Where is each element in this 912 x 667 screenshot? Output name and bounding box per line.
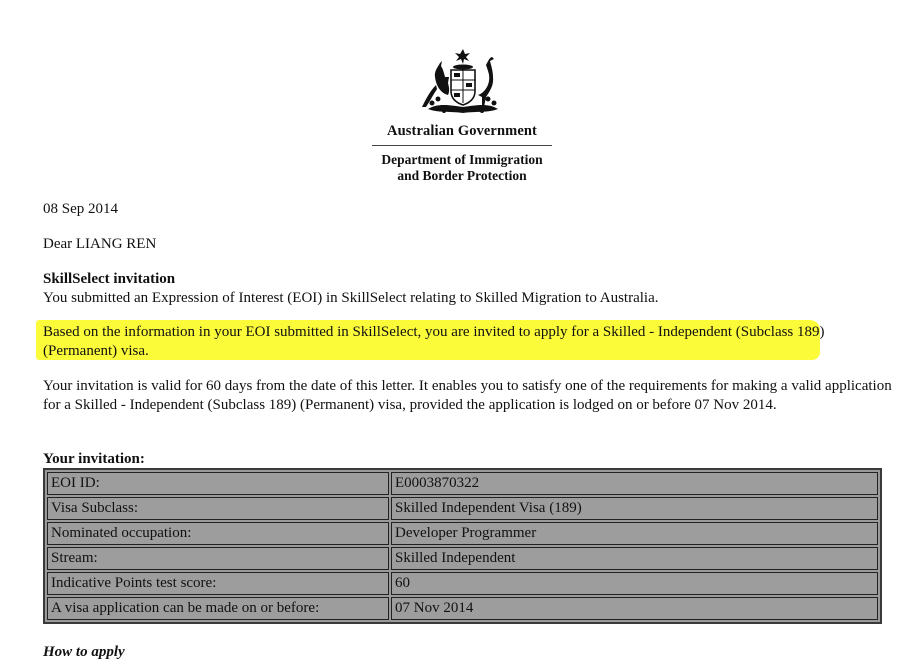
validity-paragraph: Your invitation is valid for 60 days from the date of this letter. It enables you to satisfy one of the requirements for making a valid application for a Skilled - Independent (Subclass 189) (Permanent) visa, provided the application is lodged on or before 07 Nov 2014.	[43, 378, 892, 413]
department-name	[360, 152, 564, 184]
department-line-2: and Border Protection	[397, 168, 527, 183]
row-value: 07 Nov 2014	[391, 597, 878, 620]
table-row	[47, 572, 878, 595]
table-row	[47, 472, 878, 495]
government-name: Australian Government	[387, 123, 537, 139]
letterhead-divider	[372, 145, 552, 146]
row-value: Skilled Independent	[391, 547, 878, 570]
intro-paragraph: You submitted an Expression of Interest (EOI) in SkillSelect relating to Skilled Migration to Australia.	[43, 290, 659, 306]
highlighted-paragraph: Based on the information in your EOI submitted in SkillSelect, you are invited to apply for a Skilled - Independent (Subclass 189) (Permanent) visa.	[43, 324, 825, 359]
letter-date: 08 Sep 2014	[43, 201, 118, 217]
letter-heading: SkillSelect invitation	[43, 271, 176, 287]
table-row	[47, 497, 878, 520]
row-label: Visa Subclass:	[47, 497, 389, 520]
how-to-apply-heading: How to apply	[43, 644, 125, 660]
department-line-1: Department of Immigration	[381, 152, 543, 167]
salutation: Dear LIANG REN	[43, 236, 157, 252]
table-row	[47, 547, 878, 570]
row-value: Developer Programmer	[391, 522, 878, 545]
row-value: Skilled Independent Visa (189)	[391, 497, 878, 520]
table-row	[47, 522, 878, 545]
row-value: 60	[391, 572, 878, 595]
row-label: EOI ID:	[47, 472, 389, 495]
invitation-heading: Your invitation:	[43, 451, 145, 467]
table-row	[47, 597, 878, 620]
coat-of-arms-icon	[418, 47, 508, 119]
row-label: A visa application can be made on or before:	[47, 597, 389, 620]
invitation-table	[43, 468, 882, 624]
row-label: Indicative Points test score:	[47, 572, 389, 595]
row-label: Stream:	[47, 547, 389, 570]
row-label: Nominated occupation:	[47, 522, 389, 545]
row-value: E0003870322	[391, 472, 878, 495]
